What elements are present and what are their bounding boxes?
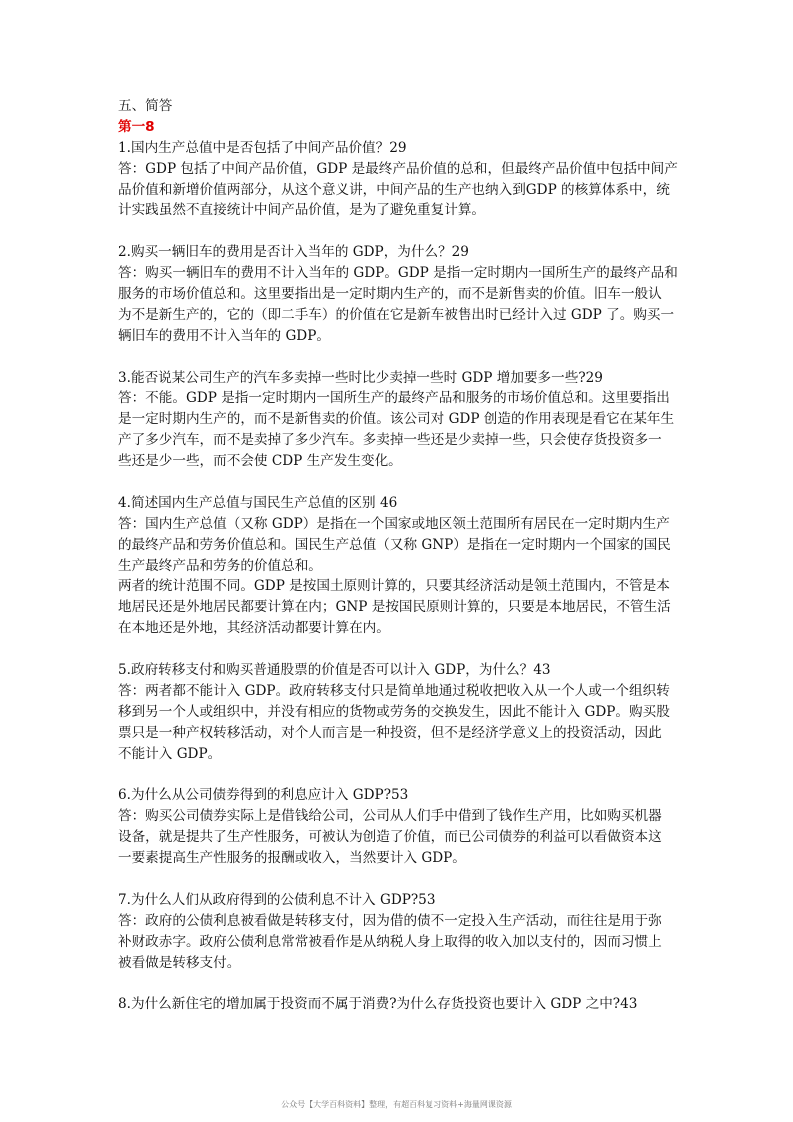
answer-line: 答：国内生产总值（又称 GDP）是指在一个国家或地区领土范围所有居民在一定时期内生产 bbox=[118, 515, 670, 532]
answer-line: 辆旧车的费用不计入当年的 GDP。 bbox=[118, 327, 330, 344]
blank-line bbox=[118, 869, 688, 890]
answer-line: 答：不能。GDP 是指一定时期内一国所生产的最终产品和服务的市场价值总和。这里要指出 bbox=[118, 390, 670, 407]
section-title: 五、简答 bbox=[118, 98, 173, 114]
answer-line: 被看做是转移支付。 bbox=[118, 954, 241, 971]
blank-line bbox=[118, 765, 688, 786]
answer-line: 在本地还是外地，其经济活动都要计算在内。 bbox=[118, 620, 390, 637]
answer-line: 答：GDP 包括了中间产品价值，GDP 是最终产品价值的总和，但最终产品价值中包括中间产 bbox=[118, 160, 678, 177]
answer-line: 的最终产品和劳务价值总和。国民生产总值（又称 GNP）是指在一定时期内一个国家的国民 bbox=[118, 536, 671, 553]
question-text: 5.政府转移支付和购买普通股票的价值是否可以计入 GDP，为什么？43 bbox=[118, 662, 551, 679]
question-item bbox=[118, 660, 688, 764]
answer-line: 地居民还是外地居民都要计算在内；GNP 是按国民原则计算的，只要是本地居民，不管生活 bbox=[118, 599, 671, 616]
question-text: 2.购买一辆旧车的费用是否计入当年的 GDP，为什么？29 bbox=[118, 244, 469, 261]
question-text: 7.为什么人们从政府得到的公债利息不计入 GDP?53 bbox=[118, 891, 436, 908]
question-item bbox=[118, 138, 688, 222]
answer-line: 一要素提高生产性服务的报酬或收入，当然要计入 GDP。 bbox=[118, 850, 466, 867]
question-item bbox=[118, 368, 688, 472]
question-list bbox=[118, 138, 688, 1015]
question-item bbox=[118, 785, 688, 869]
answer-line: 些还是少一些，而不会使 CDP 生产发生变化。 bbox=[118, 453, 402, 470]
question-text: 3.能否说某公司生产的汽车多卖掉一些时比少卖掉一些时 GDP 增加要多一些?29 bbox=[118, 369, 603, 386]
blank-line bbox=[118, 221, 688, 242]
question-item bbox=[118, 994, 688, 1015]
blank-line bbox=[118, 639, 688, 660]
blank-line bbox=[118, 472, 688, 493]
answer-line: 答：政府的公债利息被看做是转移支付，因为借的债不一定投入生产活动，而往往是用于弥 bbox=[118, 912, 662, 929]
answer-line: 是一定时期内生产的，而不是新售卖的价值。该公司对 GDP 创造的作用表现是看它在某年生 bbox=[118, 411, 675, 428]
answer-line: 答：两者都不能计入 GDP。政府转移支付只是简单地通过税收把收入从一个人或一个组织转 bbox=[118, 682, 670, 699]
subsection-title: 第一8 bbox=[118, 118, 155, 135]
answer-line: 生产最终产品和劳务的价值总和。 bbox=[118, 557, 322, 574]
question-text: 4.简述国内生产总值与国民生产总值的区别 46 bbox=[118, 494, 398, 511]
answer-line: 答：购买公司债券实际上是借钱给公司，公司从人们手中借到了钱作生产用，比如购买机器 bbox=[118, 808, 662, 825]
question-item bbox=[118, 890, 688, 974]
answer-line: 品价值和新增价值两部分，从这个意义讲，中间产品的生产也纳入到GDP 的核算体系中，统 bbox=[118, 181, 670, 198]
answer-line: 票只是一种产权转移活动，对个人而言是一种投资，但不是经济学意义上的投资活动，因此 bbox=[118, 724, 662, 741]
question-text: 1.国内生产总值中是否包括了中间产品价值？29 bbox=[118, 139, 407, 156]
answer-line: 计实践虽然不直接统计中间产品价值，是为了避免重复计算。 bbox=[118, 202, 486, 219]
answer-line: 两者的统计范围不同。GDP 是按国土原则计算的，只要其经济活动是领土范围内，不管是本 bbox=[118, 578, 670, 595]
answer-line: 补财政赤字。政府公债利息常常被看作是从纳税人身上取得的收入加以支付的，因而习惯上 bbox=[118, 933, 662, 950]
question-text: 8.为什么新住宅的增加属于投资而不属于消费?为什么存货投资也要计入 GDP 之中?43 bbox=[118, 996, 638, 1013]
blank-line bbox=[118, 347, 688, 368]
blank-line bbox=[118, 973, 688, 994]
answer-line: 服务的市场价值总和。这里要指出是一定时期内生产的，而不是新售卖的价值。旧车一般认 bbox=[118, 286, 662, 303]
question-text: 6.为什么从公司债券得到的利息应计入 GDP?53 bbox=[118, 787, 409, 804]
answer-line: 为不是新生产的，它的（即二手车）的价值在它是新车被售出时已经计入过 GDP 了。购买一 bbox=[118, 306, 675, 323]
footer-watermark: 公众号【大学百科资料】整理，有超百科复习资料+海量网课资源 bbox=[281, 1100, 512, 1109]
question-item bbox=[118, 242, 688, 346]
answer-line: 不能计入 GDP。 bbox=[118, 745, 222, 762]
question-item bbox=[118, 493, 688, 639]
answer-line: 答：购买一辆旧车的费用不计入当年的 GDP。GDP 是指一定时期内一国所生产的最终产品和 bbox=[118, 265, 678, 282]
answer-line: 设备，就是提共了生产性服务，可被认为创造了价值，而已公司债券的利益可以看做资本这 bbox=[118, 829, 662, 846]
answer-line: 产了多少汽车，而不是卖掉了多少汽车。多卖掉一些还是少卖掉一些，只会使存货投资多一 bbox=[118, 432, 662, 449]
document-body bbox=[118, 96, 688, 1015]
answer-line: 移到另一个人或组织中，并没有相应的货物或劳务的交换发生，因此不能计入 GDP。购买股 bbox=[118, 703, 670, 720]
